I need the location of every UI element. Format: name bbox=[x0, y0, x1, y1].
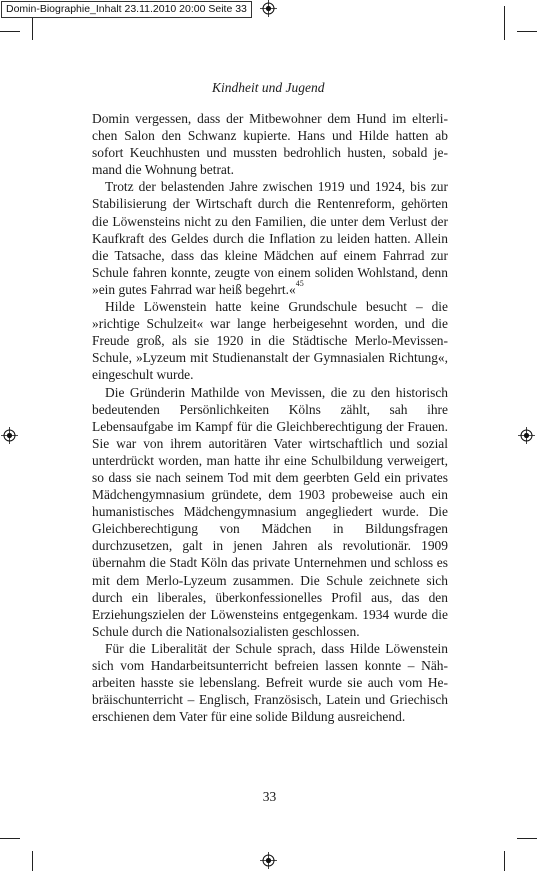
crop-mark bbox=[32, 18, 33, 40]
page-number: 33 bbox=[262, 789, 277, 804]
body-text bbox=[92, 110, 448, 725]
paragraph-text: Trotz der belastenden Jahre zwischen 1919 und 1924, bis zur Stabilisierung der Wirtschaft durch die Rentenreform, gehörten die Löwensteins nicht zu den Familien, die unter dem Verlust der Kaufkraft des Geldes durch die Inflation zu leiden hatten. Allein die Tatsache, dass das kleine Mädchen auf einem Fahrrad zur Schule fahren konnte, zeugte von einem soliden Wohlstand, denn »ein gutes Fahrrad war heiß begehrt.« bbox=[92, 179, 448, 297]
crop-mark bbox=[0, 31, 20, 32]
paragraph bbox=[92, 384, 448, 640]
registration-mark-icon bbox=[260, 0, 277, 17]
footnote-reference[interactable]: 45 bbox=[295, 278, 304, 288]
paragraph bbox=[92, 640, 448, 725]
paragraph bbox=[92, 110, 448, 178]
paragraph-text: Domin vergessen, dass der Mitbewohner dem Hund im elterlichen Salon den Schwanz kupierte. Hans und Hilde hatten ab sofort Keuchhusten und mussten bedrohlich husten, sobald jemand die Wohnung betrat. bbox=[92, 111, 448, 178]
paragraph-text: Die Gründerin Mathilde von Mevissen, die zu den historisch bedeutenden Persönlichkeiten Kölns zählt, sah ihre Lebensaufgabe im Kampf für die Gleichberechtigung der Frauen. Sie war von ihrem autoritären Vater wirtschaftlich und sozial unterdrückt worden, man hatte ihr eine Schulbildung verweigert, so dass sie nach seinem Tod mit dem geerbten Geld ein privates Mädchengymnasium gründete, dem 1903 probeweise auch ein humanistisches Mädchengymnasium angegliedert wurde. Die Gleichberechtigung von Mädchen in Bildungsfragen durchzusetzen, galt in jenen Jahren als revolutionär. 1909 übernahm die Stadt Köln das private Unternehmen und schloss es mit dem Merlo-Lyzeum zusammen. Die Schule zeichnete sich durch ein liberales, überkonfessionelles Profil aus, das den Erziehungszielen der Löwensteins entgegenkam. 1934 wurde die Schule durch die Nationalsozialisten geschlossen. bbox=[92, 384, 448, 639]
crop-mark bbox=[517, 838, 537, 839]
paragraph bbox=[92, 298, 448, 383]
crop-mark bbox=[517, 31, 537, 32]
crop-mark bbox=[504, 6, 505, 40]
registration-mark-icon bbox=[518, 427, 535, 444]
registration-mark-icon bbox=[260, 852, 277, 869]
running-head: Kindheit und Jugend bbox=[212, 80, 325, 95]
paragraph-text: Hilde Löwenstein hatte keine Grundschule besucht – die »richtige Schulzeit« war lange herbeigesehnt worden, und die Freude groß, als sie 1920 in die Städtische Merlo-Mevissen-Schule, »Lyzeum mit Studienanstalt der Gymnasialen Richtung«, eingeschult wurde. bbox=[92, 299, 448, 383]
print-slug: Domin-Biographie_Inhalt 23.11.2010 20:00 Seite 33 bbox=[1, 1, 252, 18]
crop-mark bbox=[0, 838, 20, 839]
paragraph-text: Für die Liberalität der Schule sprach, dass Hilde Löwenstein sich vom Handarbeitsunterricht befreien lassen konnte – Näharbeiten hasste sie lebenslang. Befreit wurde sie auch vom Hebräischunterricht – Englisch, Französisch, Latein und Griechisch erschienen dem Vater für eine solide Bildung ausreichend. bbox=[92, 640, 448, 725]
crop-mark bbox=[504, 851, 505, 871]
registration-mark-icon bbox=[1, 427, 18, 444]
paragraph bbox=[92, 178, 448, 298]
crop-mark bbox=[32, 851, 33, 871]
